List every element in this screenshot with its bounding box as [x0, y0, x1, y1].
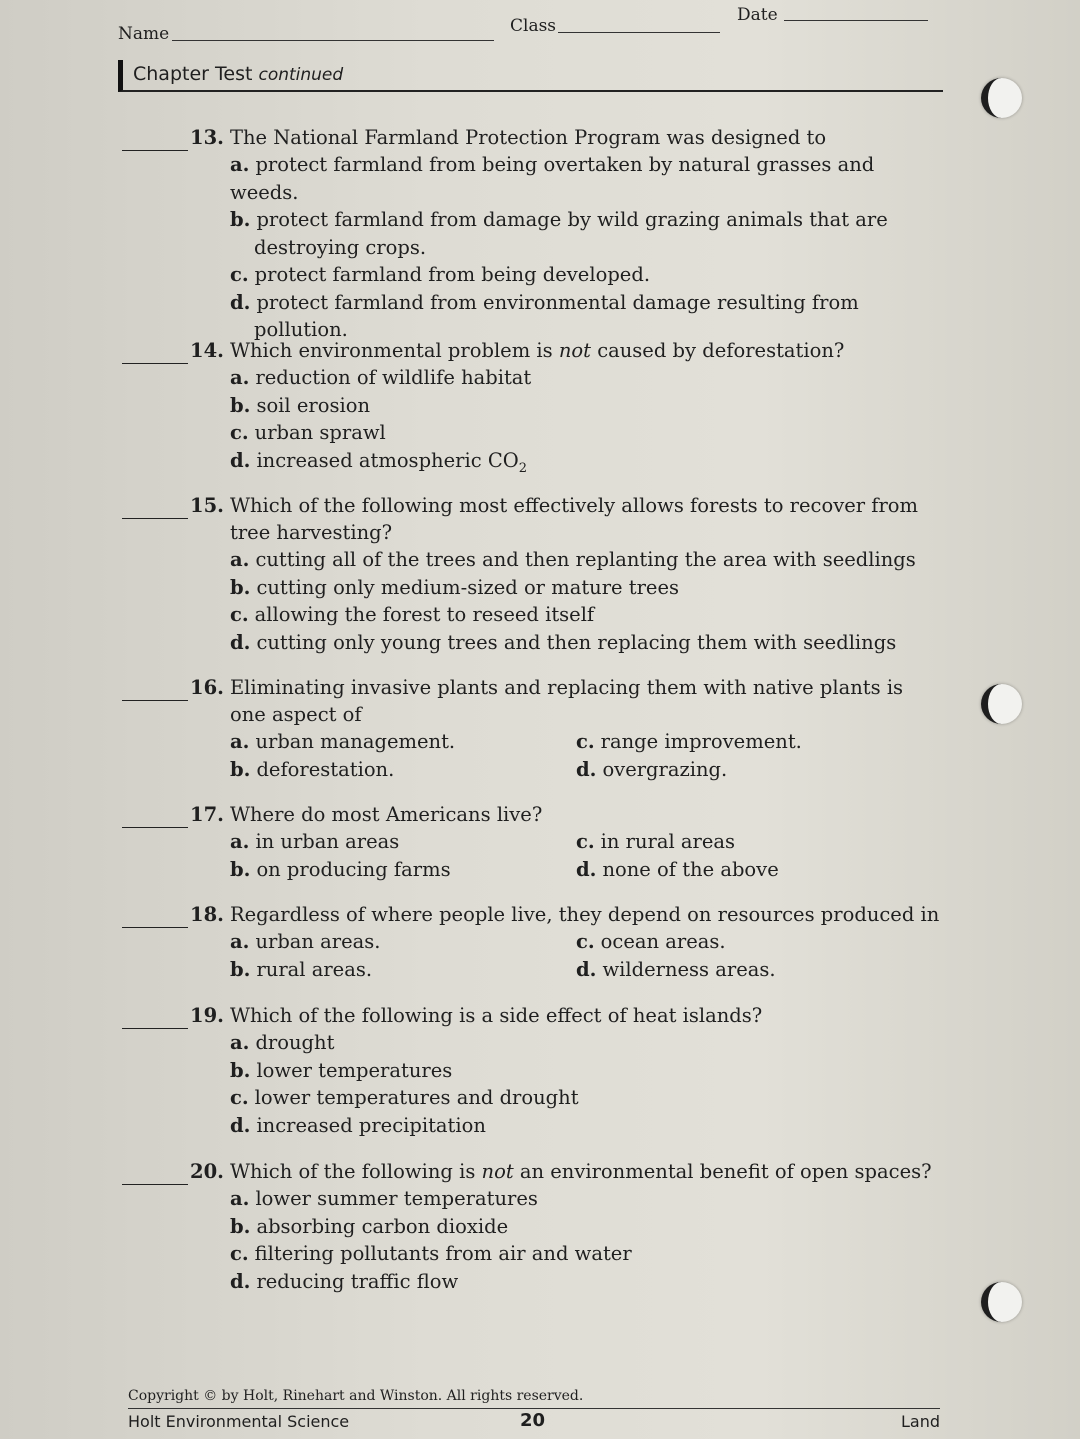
class-label: Class — [510, 16, 557, 36]
book-title: Holt Environmental Science — [128, 1412, 350, 1431]
question-number: 15. — [190, 494, 224, 517]
option: b. on producing farms — [230, 857, 451, 881]
question-17 — [122, 801, 942, 883]
option: a. reduction of wildlife habitat — [230, 366, 532, 389]
chapter-name: Land — [900, 1412, 940, 1431]
question-number: 17. — [190, 803, 224, 826]
option: c. lower temperatures and drought — [230, 1086, 579, 1109]
question-number: 14. — [190, 339, 224, 362]
option: a. drought — [230, 1031, 335, 1054]
question-number: 19. — [190, 1004, 224, 1027]
answer-blank-19[interactable] — [122, 1010, 188, 1029]
option: c. allowing the forest to reseed itself — [230, 603, 595, 626]
question-stem: Which of the following is not an environmental benefit of open spaces? — [229, 1160, 932, 1183]
question-20 — [122, 1158, 942, 1295]
option: c. protect farmland from being developed. — [230, 263, 651, 286]
option: c. in rural areas — [576, 830, 736, 853]
question-stem: The National Farmland Protection Program was designed to — [229, 126, 827, 149]
question-15 — [122, 492, 942, 656]
option: a. urban management. — [230, 730, 456, 753]
option: d. wilderness areas. — [576, 957, 776, 981]
option: b. cutting only medium-sized or mature trees — [230, 575, 680, 599]
class-field[interactable] — [558, 32, 720, 33]
answer-blank-20[interactable] — [122, 1166, 188, 1185]
option: d. cutting only young trees and then replacing them with seedlings — [230, 630, 897, 654]
question-18 — [122, 901, 942, 983]
option: b. lower temperatures — [230, 1058, 453, 1082]
banner-subtitle: continued — [258, 65, 344, 85]
option: b. protect farmland from damage by wild grazing animals that are destroying crops. — [230, 208, 888, 259]
option: a. lower summer temperatures — [230, 1187, 538, 1210]
option: d. protect farmland from environmental damage resulting from pollution. — [230, 290, 859, 341]
binder-hole-icon — [981, 78, 1022, 118]
date-field[interactable] — [784, 20, 928, 21]
question-number: 13. — [190, 126, 224, 149]
option: c. filtering pollutants from air and water — [230, 1242, 632, 1265]
option: b. absorbing carbon dioxide — [230, 1214, 509, 1238]
question-number: 20. — [190, 1160, 224, 1183]
option: c. range improvement. — [576, 730, 802, 753]
option: d. increased atmospheric $CO_2$ — [230, 448, 528, 476]
page-number: 20 — [520, 1410, 546, 1431]
chapter-banner — [118, 60, 943, 92]
question-14 — [122, 337, 942, 482]
copyright-text: Copyright © by Holt, Rinehart and Winston. All rights reserved. — [128, 1388, 584, 1404]
question-stem-cont: tree harvesting? — [230, 521, 393, 544]
question-stem: Which of the following is a side effect of heat islands? — [229, 1004, 763, 1027]
option: d. none of the above — [576, 857, 779, 881]
option: c. urban sprawl — [230, 421, 386, 444]
question-16 — [122, 674, 942, 783]
page-footer — [128, 1388, 940, 1434]
option: d. overgrazing. — [576, 757, 728, 781]
question-19 — [122, 1002, 942, 1139]
answer-blank-14[interactable] — [122, 345, 188, 364]
option: c. ocean areas. — [576, 930, 726, 953]
option: b. rural areas. — [230, 957, 373, 981]
answer-blank-17[interactable] — [122, 809, 188, 828]
binder-hole-icon — [981, 1282, 1022, 1322]
question-number: 18. — [190, 903, 224, 926]
answer-blank-15[interactable] — [122, 500, 188, 519]
question-13 — [122, 124, 942, 344]
question-number: 16. — [190, 676, 224, 699]
banner-title: Chapter Test — [133, 63, 253, 85]
name-label: Name — [118, 24, 170, 44]
option: a. in urban areas — [230, 830, 400, 853]
option: a. urban areas. — [230, 930, 381, 953]
question-stem: Where do most Americans live? — [229, 803, 543, 826]
binder-hole-icon — [981, 684, 1022, 724]
option: d. reducing traffic flow — [230, 1269, 459, 1293]
answer-blank-18[interactable] — [122, 909, 188, 928]
page-header — [0, 0, 1080, 60]
answer-blank-13[interactable] — [122, 132, 188, 151]
footer-divider — [128, 1408, 940, 1409]
name-field[interactable] — [172, 40, 494, 41]
option: a. protect farmland from being overtaken by natural grasses and weeds. — [230, 153, 875, 204]
question-stem: Eliminating invasive plants and replacing them with native plants is — [229, 676, 904, 699]
question-stem: Which of the following most effectively allows forests to recover from — [229, 494, 919, 517]
option: b. soil erosion — [230, 393, 371, 417]
date-label: Date — [737, 5, 778, 25]
question-stem: Regardless of where people live, they depend on resources produced in — [229, 903, 940, 926]
option: b. deforestation. — [230, 757, 395, 781]
option: a. cutting all of the trees and then replanting the area with seedlings — [230, 548, 916, 571]
question-stem-cont: one aspect of — [230, 703, 362, 726]
question-stem: Which environmental problem is not caused by deforestation? — [229, 339, 845, 362]
answer-blank-16[interactable] — [122, 682, 188, 701]
option: d. increased precipitation — [230, 1113, 486, 1137]
